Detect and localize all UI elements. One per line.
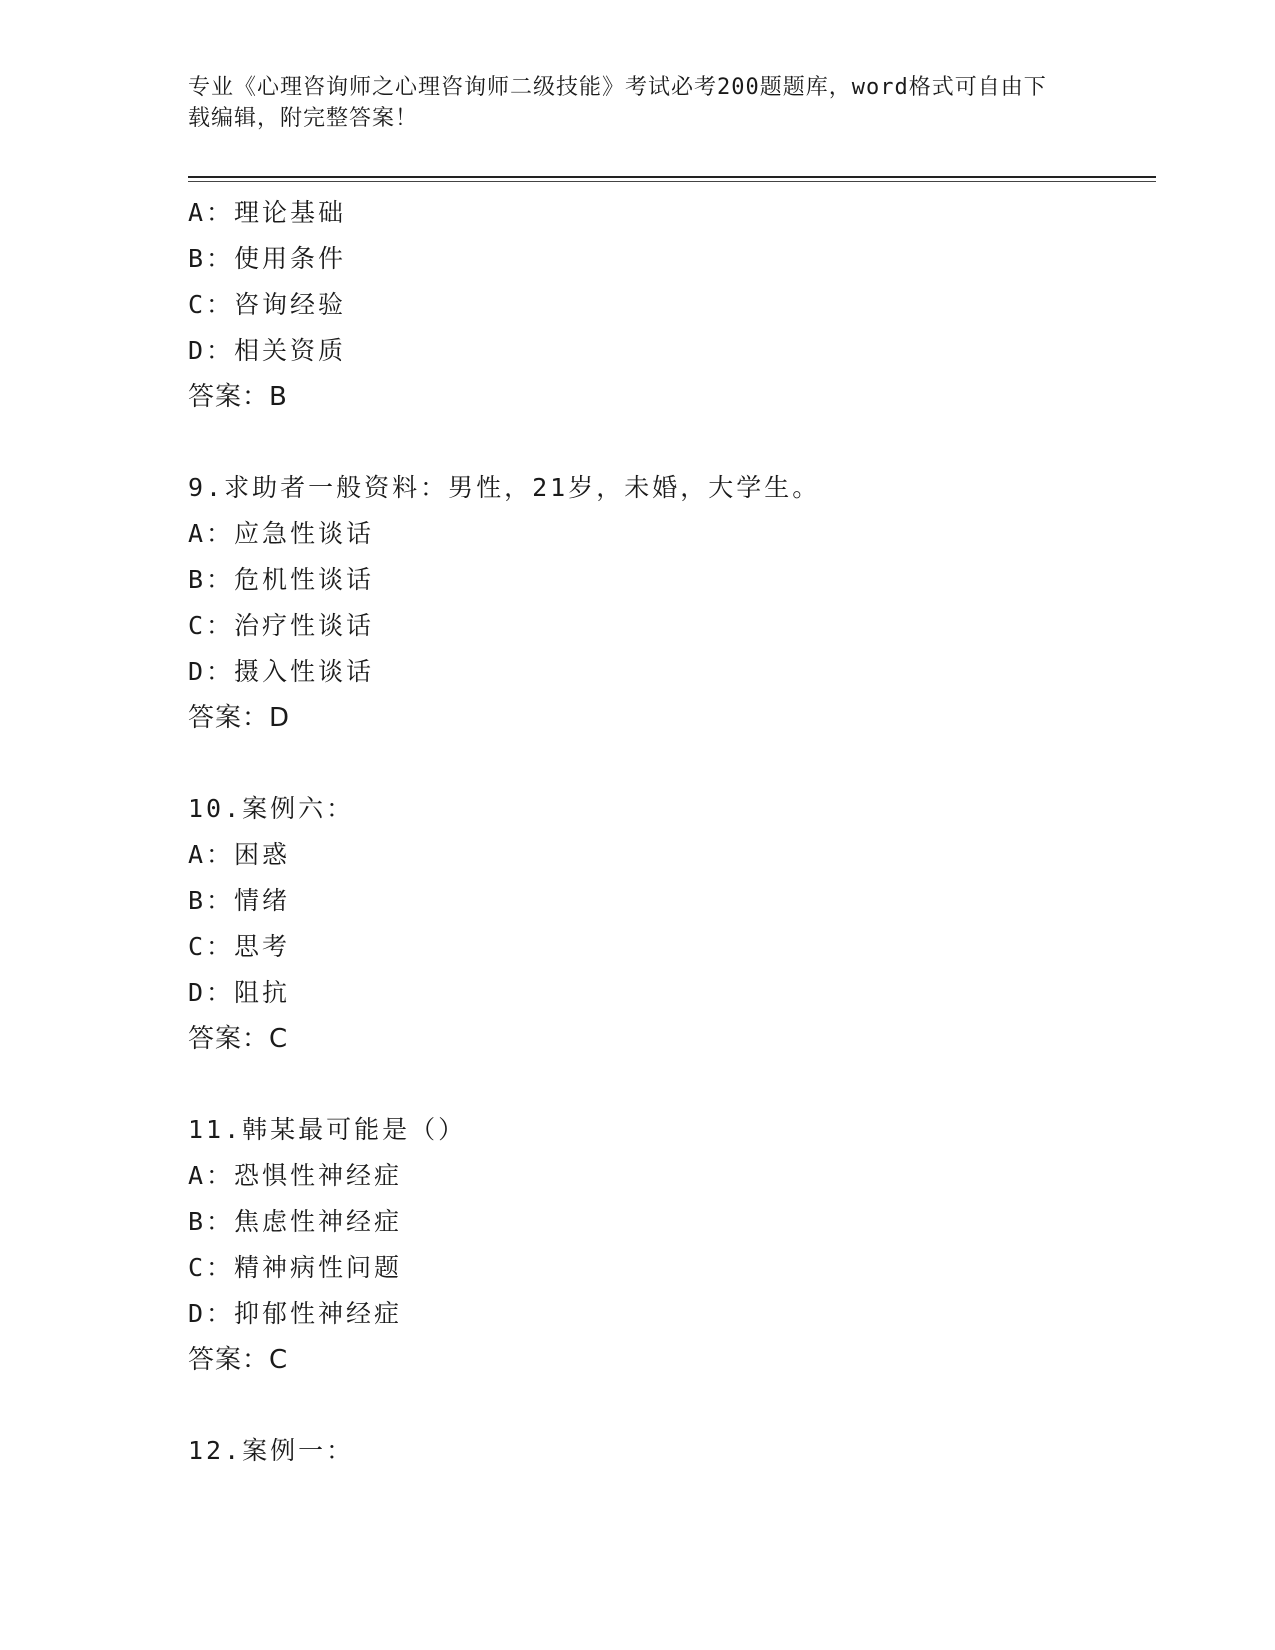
question-9-block	[188, 465, 1156, 741]
question-8-block	[188, 190, 1156, 420]
option-c: C：咨询经验	[188, 290, 347, 319]
header-divider-thin	[188, 181, 1156, 182]
option-d: D：摄入性谈话	[188, 657, 375, 686]
option-a: A：理论基础	[188, 198, 347, 227]
question-text: 10.案例六：	[188, 794, 355, 823]
option-b: B：情绪	[188, 886, 291, 915]
option-d: D：阻抗	[188, 978, 291, 1007]
question-text: 11.韩某最可能是（）	[188, 1115, 467, 1144]
question-text: 9.求助者一般资料：男性，21岁，未婚，大学生。	[188, 473, 821, 502]
question-text: 12.案例一：	[188, 1436, 355, 1465]
spacer	[188, 420, 1156, 465]
spacer	[188, 741, 1156, 786]
header-divider-thick	[188, 176, 1156, 178]
answer: 答案：D	[188, 703, 291, 733]
option-d: D：抑郁性神经症	[188, 1299, 403, 1328]
option-d: D：相关资质	[188, 336, 347, 365]
option-a: A：恐惧性神经症	[188, 1161, 403, 1190]
answer: 答案：C	[188, 1345, 289, 1375]
answer: 答案：C	[188, 1024, 289, 1054]
spacer	[188, 1383, 1156, 1428]
answer: 答案：B	[188, 382, 288, 412]
document-header: 专业《心理咨询师之心理咨询师二级技能》考试必考200题题库，word格式可自由下载编辑，附完整答案！	[188, 75, 1047, 131]
option-c: C：精神病性问题	[188, 1253, 403, 1282]
question-12-block	[188, 1428, 1156, 1474]
question-list	[188, 190, 1156, 1474]
option-c: C：治疗性谈话	[188, 611, 375, 640]
option-a: A：困惑	[188, 840, 291, 869]
option-a: A：应急性谈话	[188, 519, 375, 548]
question-10-block	[188, 786, 1156, 1062]
option-c: C：思考	[188, 932, 291, 961]
option-b: B：焦虑性神经症	[188, 1207, 403, 1236]
option-b: B：危机性谈话	[188, 565, 375, 594]
question-11-block	[188, 1107, 1156, 1383]
spacer	[188, 1062, 1156, 1107]
option-b: B：使用条件	[188, 244, 347, 273]
